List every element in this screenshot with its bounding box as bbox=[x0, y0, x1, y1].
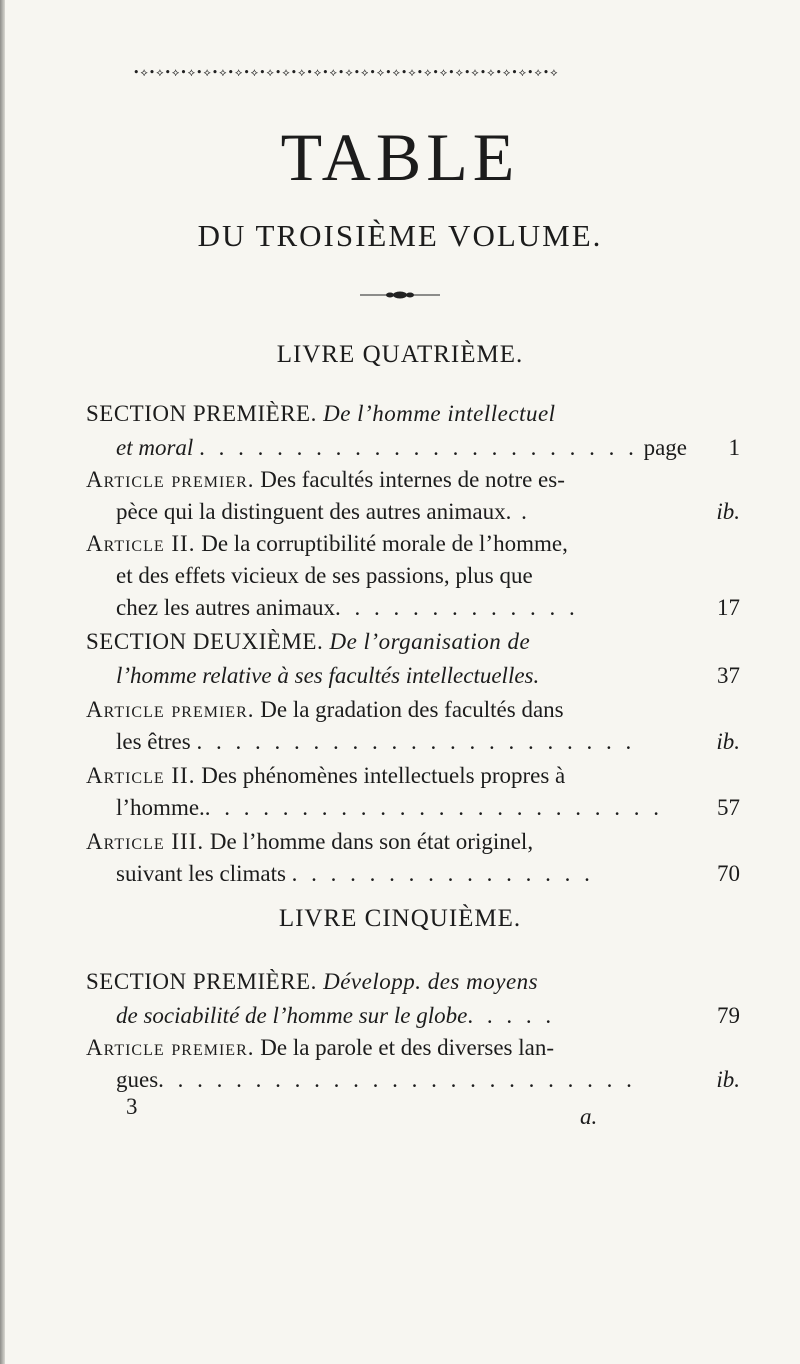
page-number: ib. bbox=[716, 729, 740, 754]
page-number: 1 bbox=[728, 435, 740, 460]
toc-line: Article premier. De la gradation des facultés dans bbox=[86, 697, 564, 722]
head-ornament: •⟡•⟡•⟡•⟡•⟡•⟡•⟡•⟡•⟡•⟡•⟡•⟡•⟡•⟡•⟡•⟡•⟡•⟡•⟡•⟡•⟡•⟡•⟡•⟡•⟡•⟡•⟡ bbox=[133, 66, 559, 79]
book-title-4: LIVRE QUATRIÈME. bbox=[276, 341, 524, 368]
page-number: 17 bbox=[717, 595, 740, 620]
book-title-5: LIVRE CINQUIÈME. bbox=[278, 905, 522, 932]
toc-line: suivant les climats . . . . . . . . . . . . . . . . bbox=[116, 861, 594, 886]
toc-line: de sociabilité de l’homme sur le globe. . . . . bbox=[116, 1003, 556, 1028]
page-number: ib. bbox=[716, 1067, 740, 1092]
page-number: 70 bbox=[717, 861, 740, 886]
signature-letter: a. bbox=[580, 1104, 598, 1129]
toc-line: et moral . . . . . . . . . . . . . . . . . . . . . . . page bbox=[116, 435, 687, 460]
toc-line: chez les autres animaux. . . . . . . . . . . . . bbox=[116, 595, 579, 620]
toc-line: l’homme relative à ses facultés intellectuelles. bbox=[116, 663, 540, 688]
page-number: 79 bbox=[717, 1003, 740, 1028]
divider-ornament bbox=[360, 291, 440, 299]
toc-line: pèce qui la distinguent des autres animaux. . bbox=[116, 499, 531, 524]
page-number: 57 bbox=[717, 795, 740, 820]
toc-line: et des effets vicieux de ses passions, plus que bbox=[116, 563, 533, 588]
toc-line: Article premier. Des facultés internes de notre es- bbox=[86, 467, 565, 492]
toc-line: Article II. De la corruptibilité morale de l’homme, bbox=[86, 531, 568, 556]
toc-line: Article III. De l’homme dans son état originel, bbox=[86, 829, 534, 854]
toc-line: Article II. Des phénomènes intellectuels propres à bbox=[86, 763, 566, 788]
toc-line: SECTION DEUXIÈME. De l’organisation de bbox=[86, 629, 531, 654]
toc-line: gues. . . . . . . . . . . . . . . . . . . . . . . . . bbox=[116, 1067, 636, 1092]
toc-line: SECTION PREMIÈRE. Développ. des moyens bbox=[86, 969, 539, 994]
toc-line: l’homme.. . . . . . . . . . . . . . . . . . . . . . . . bbox=[116, 795, 664, 820]
toc-line: SECTION PREMIÈRE. De l’homme intellectuel bbox=[86, 401, 556, 426]
page-edge-shadow bbox=[0, 0, 5, 1364]
page-title: TABLE bbox=[280, 119, 520, 195]
page-number: 37 bbox=[717, 663, 740, 688]
page-subtitle: DU TROISIÈME VOLUME. bbox=[197, 218, 603, 253]
page-number: ib. bbox=[716, 499, 740, 524]
toc-line: Article premier. De la parole et des diverses lan- bbox=[86, 1035, 555, 1060]
signature-number: 3 bbox=[126, 1094, 138, 1119]
toc-line: les êtres . . . . . . . . . . . . . . . . . . . . . . . bbox=[116, 729, 636, 754]
